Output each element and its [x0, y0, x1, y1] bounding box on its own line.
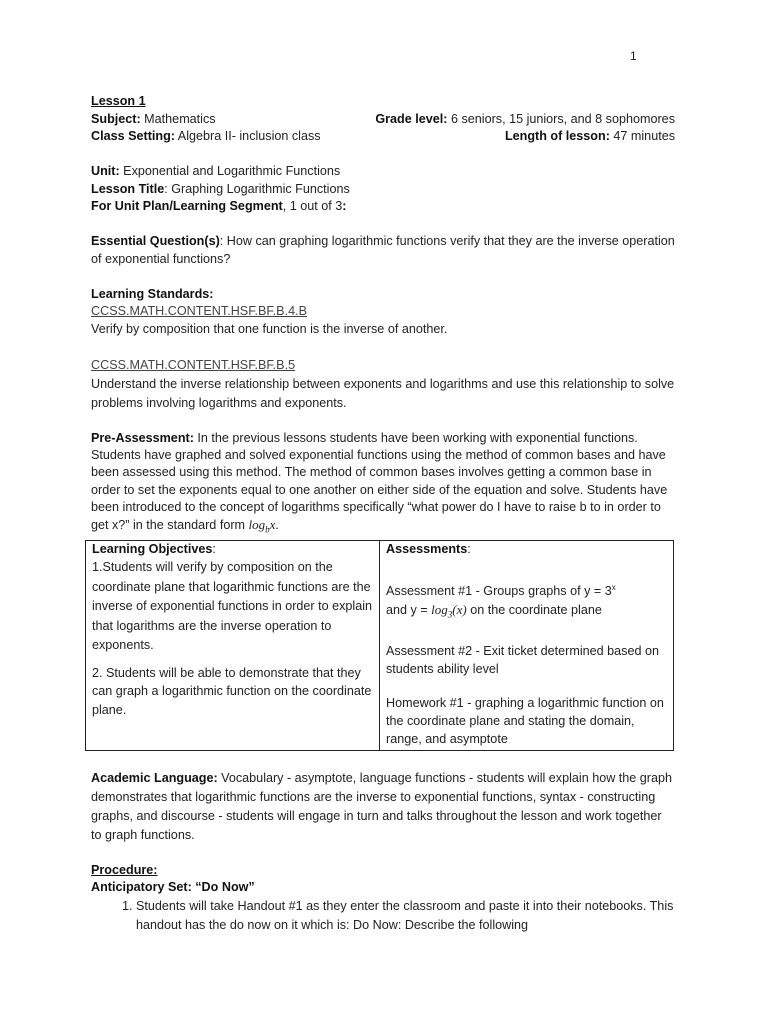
document-body — [91, 93, 675, 936]
assessment-1-log-base: 3 — [447, 609, 453, 620]
assessments-cell — [380, 540, 674, 750]
lesson-title-line — [91, 181, 675, 199]
procedure-steps — [91, 897, 675, 936]
subject-label: Subject: — [91, 111, 141, 126]
lesson-title-value: : Graphing Logarithmic Functions — [164, 181, 350, 196]
anticipatory-set: Anticipatory Set: “Do Now” — [91, 880, 255, 895]
objectives-header-label: Learning Objectives — [92, 541, 213, 556]
setting-field — [91, 128, 321, 146]
objective-1: 1.Students will verify by composition on the coordinate plane that logarithmic functions are the inverse of exponential functions in order to explain that logarithms are the inverse operation to exponents. — [92, 560, 373, 653]
objectives-header-colon: : — [212, 541, 216, 556]
setting-label: Class Setting: — [91, 129, 175, 143]
log-formula — [248, 517, 276, 535]
procedure-label: Procedure: — [91, 862, 158, 877]
assessment-1-post: on the coordinate plane — [466, 603, 602, 617]
assessment-1-mid: and y = — [386, 603, 432, 617]
grade-value: 6 seniors, 15 juniors, and 8 sophomores — [447, 111, 675, 126]
essential-question-text: : How can graphing logarithmic functions verify that they are the inverse operation of exponential functions? — [91, 234, 675, 266]
homework-1: Homework #1 - graphing a logarithmic function on the coordinate plane and stating the domain, range, and asymptote — [386, 696, 664, 747]
pre-assessment-label: Pre-Assessment: — [91, 431, 194, 445]
unit-label: Unit: — [91, 164, 120, 178]
standard-link-1[interactable]: CCSS.MATH.CONTENT.HSF.BF.B.4.B — [91, 304, 307, 318]
grade-label: Grade level: — [375, 111, 448, 126]
assessment-1-log-arg: (x) — [452, 602, 467, 617]
length-field — [505, 128, 675, 146]
log-formula-arg: x — [269, 517, 276, 533]
essential-question-label: Essential Question(s) — [91, 234, 220, 248]
unit-plan-line — [91, 198, 675, 216]
assessment-1-log-formula — [431, 602, 467, 620]
log-formula-log: log — [248, 517, 266, 533]
objectives-assessments-table — [85, 540, 674, 751]
essential-question — [91, 233, 675, 268]
standard-text-1: Verify by composition that one function is the inverse of another. — [91, 321, 448, 336]
assessment-2: Assessment #2 - Exit ticket determined based on students ability level — [386, 644, 659, 677]
assessments-header-colon: : — [467, 541, 471, 556]
log-formula-base: b — [265, 524, 270, 535]
pre-assessment-text: In the previous lessons students have been working with exponential functions. Students have graphed and solved exponential functions using the method of common bases and have been assessed using this method. The method of common bases involves getting a common base in order to set the exponents equal to one another on either side of the equation and solve. Students have been introduced to the concept of logarithms specifically “what power do I have to raise b to in order to get x?” in the standard form — [91, 431, 668, 533]
standard-text-2: Understand the inverse relationship between exponents and logarithms and use this relationship to solve problems involving logarithms and exponents. — [91, 376, 675, 410]
grade-field — [375, 111, 675, 129]
lesson-title-label: Lesson Title — [91, 181, 165, 196]
lesson-heading: Lesson 1 — [91, 94, 146, 108]
setting-value: Algebra II- inclusion class — [174, 129, 321, 143]
assessment-1-log: log — [431, 602, 448, 617]
unit-value: Exponential and Logarithmic Functions — [119, 164, 341, 178]
academic-language-text: Vocabulary - asymptote, language functions - students will explain how the graph demonstrates that logarithmic functions are the inverse to exponential functions, syntax - constructing graphs, and discourse - students will engage in turn and talks throughout the lesson and work together to graph functions. — [91, 770, 673, 842]
academic-language — [91, 769, 675, 845]
procedure-step-1: 1. Students will take Handout #1 as they enter the classroom and paste it into their notebooks. This handout has the do now on it which is: Do Now: Describe the following — [136, 897, 675, 936]
assessments-header — [386, 541, 667, 559]
pre-assessment-end: . — [275, 518, 279, 533]
objective-2: 2. Students will be able to demonstrate that they can graph a logarithmic function on the coordinate plane. — [92, 665, 372, 717]
unit-plan-label: For Unit Plan/Learning Segment — [91, 199, 283, 213]
length-label: Length of lesson: — [504, 129, 610, 143]
standard-link-2[interactable]: CCSS.MATH.CONTENT.HSF.BF.B.5 — [91, 358, 296, 372]
learning-standards-label: Learning Standards: — [91, 286, 214, 301]
setting-length-row — [91, 128, 675, 146]
assessments-header-label: Assessments — [386, 541, 468, 556]
subject-field — [91, 111, 216, 129]
academic-language-label: Academic Language: — [91, 770, 218, 785]
unit-line — [91, 163, 675, 181]
pre-assessment — [91, 430, 675, 539]
assessment-1-exponent: x — [611, 583, 616, 593]
page-number: 1 — [630, 49, 637, 63]
length-value: 47 minutes — [609, 129, 675, 143]
objectives-header — [92, 541, 373, 559]
objectives-cell — [86, 540, 380, 750]
unit-plan-value: , 1 out of 3 — [282, 199, 343, 213]
assessment-1-pre: Assessment #1 - Groups graphs of y = 3 — [386, 584, 612, 599]
subject-grade-row — [91, 111, 675, 129]
assessment-1 — [386, 579, 667, 624]
subject-value: Mathematics — [140, 111, 216, 126]
unit-plan-colon: : — [342, 199, 347, 213]
